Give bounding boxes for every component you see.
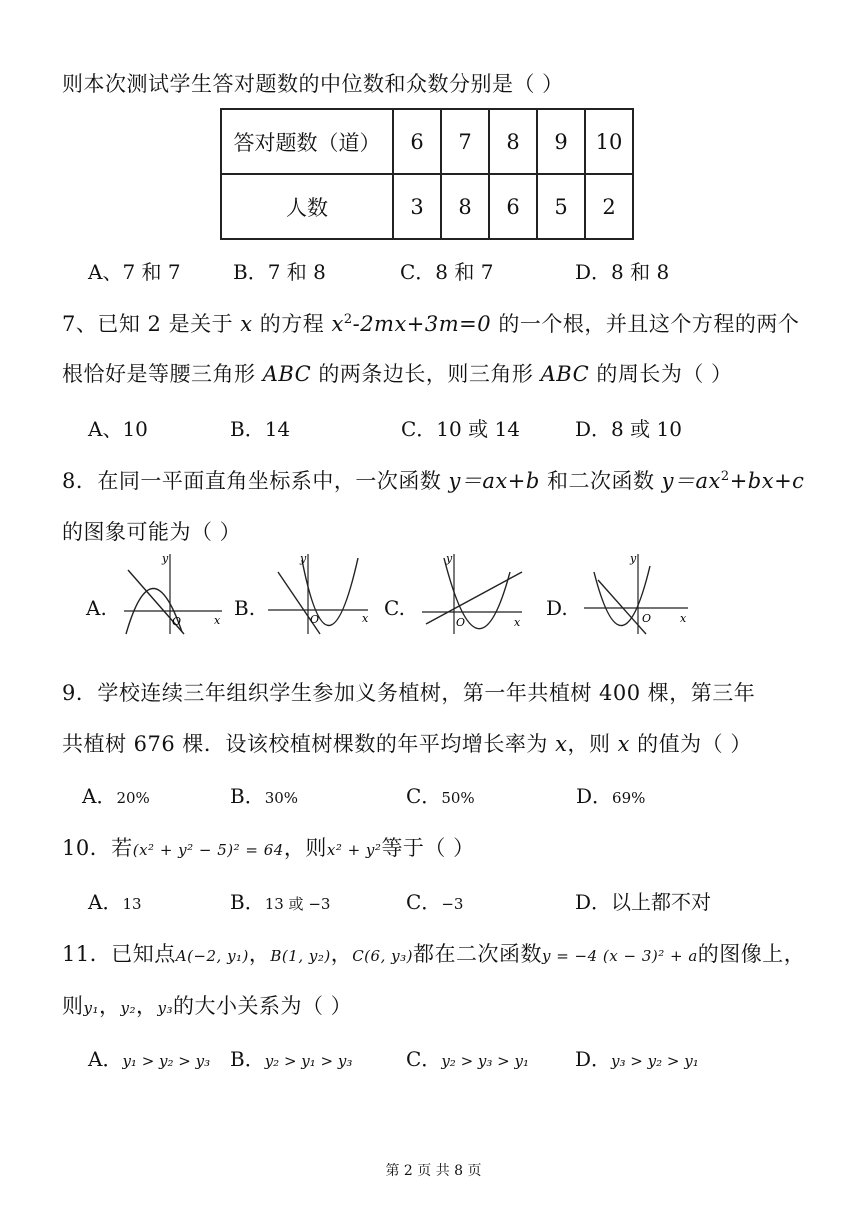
- option-value: 13 或 −3: [264, 895, 331, 913]
- q10-expression-2: x² + y²: [326, 841, 382, 859]
- quadratic-function: y = −4 (x − 3)² + a: [541, 947, 698, 965]
- q11-line2: [62, 990, 352, 1020]
- question-number: 7、: [62, 312, 98, 336]
- quadratic-exponent: 2: [720, 469, 730, 484]
- q10-line1: [62, 832, 475, 862]
- q7-text: 已知 2 是关于: [97, 312, 241, 336]
- question-number: 10．: [62, 836, 112, 860]
- q8-line1: [62, 465, 804, 495]
- q11-text: 已知点: [111, 942, 176, 966]
- table-cell: 3: [393, 174, 441, 239]
- axis-label-x: x: [680, 612, 687, 625]
- table-cell: 9: [537, 109, 585, 174]
- axis-label-y: y: [630, 552, 637, 565]
- q9-line1: 9．学校连续三年组织学生参加义务植树，第一年共植树 400 棵，第三年: [62, 681, 756, 705]
- option-letter: D．: [575, 1047, 612, 1071]
- option-d[interactable]: [575, 1043, 699, 1072]
- origin-label: O: [172, 615, 182, 628]
- graph-c[interactable]: [418, 552, 530, 636]
- option-value: 以上都不对: [611, 890, 712, 914]
- equation-rest: -2mx+3m=0: [352, 312, 492, 336]
- q8-text: 8．在同一平面直角坐标系中，一次函数: [62, 469, 449, 493]
- table-cell: 8: [441, 174, 489, 239]
- var-y2: y₂: [120, 999, 136, 1017]
- option-c[interactable]: [406, 1043, 529, 1072]
- q8-text: 和二次函数: [539, 469, 662, 493]
- equation-exponent: 2: [343, 312, 353, 327]
- table-cell: 8: [489, 109, 537, 174]
- option-d[interactable]: [576, 780, 645, 809]
- graph-label-c[interactable]: C.: [384, 596, 405, 620]
- separator: ，: [330, 942, 353, 966]
- linear-function: y＝ax+b: [448, 469, 540, 493]
- option-a[interactable]: A、10: [88, 417, 148, 441]
- graph-b[interactable]: [262, 552, 374, 636]
- origin-label: O: [456, 616, 466, 629]
- q9-line2: [62, 728, 752, 758]
- q11-text: 的图像上，: [697, 942, 806, 966]
- var-y1: y₁: [83, 999, 99, 1017]
- table-cell: 6: [393, 109, 441, 174]
- axis-label-y: y: [446, 552, 453, 565]
- quadratic-function-rest: +bx+c: [729, 469, 805, 493]
- table-cell: 10: [585, 109, 633, 174]
- option-c[interactable]: C．10 或 14: [401, 417, 520, 441]
- q11-line1: [62, 938, 805, 968]
- option-letter: B．: [230, 784, 265, 808]
- triangle-name: ABC: [540, 362, 590, 386]
- q7-text: 根恰好是等腰三角形: [62, 362, 263, 386]
- q7-text: 的方程: [252, 312, 332, 336]
- option-letter: A．: [88, 890, 123, 914]
- q10-text: ，则: [283, 836, 327, 860]
- table-cell: 2: [585, 174, 633, 239]
- option-b[interactable]: [230, 1043, 352, 1072]
- axis-label-y: y: [300, 552, 307, 565]
- origin-label: O: [642, 612, 652, 625]
- option-letter: C．: [406, 1047, 442, 1071]
- graph-label-d[interactable]: D.: [546, 596, 568, 620]
- option-value: y₃ > y₂ > y₁: [611, 1052, 699, 1070]
- option-c[interactable]: [406, 780, 475, 809]
- var-y3: y₃: [157, 999, 173, 1017]
- q7-text: 的两条边长，则三角形: [311, 362, 541, 386]
- option-letter: B．: [230, 1047, 265, 1071]
- point-b: B(1, y₂): [270, 947, 331, 965]
- graph-label-b[interactable]: B.: [234, 596, 256, 620]
- option-a[interactable]: [82, 780, 150, 809]
- option-b[interactable]: [230, 886, 330, 915]
- table-row: [221, 174, 633, 239]
- axis-label-x: x: [514, 616, 521, 629]
- option-d[interactable]: D．8 和 8: [575, 260, 670, 284]
- option-c[interactable]: C．8 和 7: [400, 260, 494, 284]
- table-cell: 5: [537, 174, 585, 239]
- option-a[interactable]: A、7 和 7: [88, 260, 181, 284]
- q11-text: 则: [62, 994, 84, 1018]
- option-letter: C．: [406, 890, 442, 914]
- q8-line2: 的图象可能为（ ）: [62, 520, 242, 544]
- origin-label: O: [310, 613, 320, 626]
- q7-text: 的一个根，并且这个方程的两个: [491, 312, 800, 336]
- option-value: 50%: [441, 789, 475, 807]
- table-cell: 人数: [221, 174, 393, 239]
- option-d[interactable]: [575, 886, 711, 915]
- equation-x: x: [331, 312, 344, 336]
- option-value: 13: [122, 895, 142, 913]
- q9-text: 的值为（ ）: [629, 732, 752, 756]
- option-letter: A．: [88, 1047, 123, 1071]
- option-value: −3: [441, 895, 464, 913]
- straight-line: [426, 572, 522, 624]
- option-value: 20%: [116, 789, 150, 807]
- q11-text: 都在二次函数: [412, 942, 542, 966]
- option-a[interactable]: [88, 1043, 210, 1072]
- q7-text: 的周长为（ ）: [589, 362, 733, 386]
- option-letter: C．: [406, 784, 442, 808]
- q10-text: 等于（ ）: [381, 836, 475, 860]
- separator: ，: [99, 994, 121, 1018]
- variable-x: x: [555, 732, 568, 756]
- table-row: [221, 109, 633, 174]
- q11-text: 的大小关系为（ ）: [173, 994, 353, 1018]
- triangle-name: ABC: [262, 362, 312, 386]
- graph-label-a[interactable]: A.: [86, 596, 107, 620]
- option-value: y₂ > y₃ > y₁: [441, 1052, 529, 1070]
- page-footer: 第 2 页 共 8 页: [385, 1163, 482, 1179]
- table-cell: 答对题数（道）: [221, 109, 393, 174]
- option-letter: A．: [82, 784, 117, 808]
- q10-text: 若: [111, 836, 133, 860]
- quadratic-function: y＝ax: [661, 469, 721, 493]
- point-c: C(6, y₃): [352, 947, 413, 965]
- axis-label-x: x: [214, 614, 221, 627]
- option-value: 30%: [264, 789, 299, 807]
- axis-label-y: y: [162, 552, 169, 565]
- option-b[interactable]: [230, 780, 298, 809]
- q7-line1: [62, 308, 799, 338]
- option-a[interactable]: [88, 886, 142, 915]
- option-b[interactable]: B．7 和 8: [233, 260, 326, 284]
- option-letter: D．: [576, 784, 613, 808]
- q9-text: ，则: [567, 732, 618, 756]
- option-value: y₂ > y₁ > y₃: [264, 1052, 353, 1070]
- option-letter: B．: [230, 890, 265, 914]
- q6-stem: 则本次测试学生答对题数的中位数和众数分别是（ ）: [62, 72, 564, 96]
- option-b[interactable]: B．14: [230, 417, 291, 441]
- option-value: 69%: [612, 789, 646, 807]
- variable-x: x: [617, 732, 630, 756]
- table-cell: 6: [489, 174, 537, 239]
- question-number: 11．: [62, 942, 112, 966]
- axis-label-x: x: [362, 612, 369, 625]
- option-letter: D．: [575, 890, 612, 914]
- option-value: y₁ > y₂ > y₃: [122, 1052, 211, 1070]
- option-c[interactable]: [406, 886, 463, 915]
- q7-line2: [62, 358, 733, 388]
- answer-count-table: [220, 108, 634, 240]
- separator: ，: [248, 942, 271, 966]
- option-d[interactable]: D．8 或 10: [575, 417, 682, 441]
- graph-d[interactable]: [580, 552, 692, 636]
- separator: ，: [136, 994, 158, 1018]
- table-cell: 7: [441, 109, 489, 174]
- q10-expression: (x² + y² − 5)² = 64: [132, 841, 284, 859]
- q9-text: 共植树 676 棵．设该校植树棵数的年平均增长率为: [62, 732, 556, 756]
- variable-x: x: [240, 312, 253, 336]
- point-a: A(−2, y₁): [175, 947, 249, 965]
- graph-a[interactable]: [118, 552, 230, 636]
